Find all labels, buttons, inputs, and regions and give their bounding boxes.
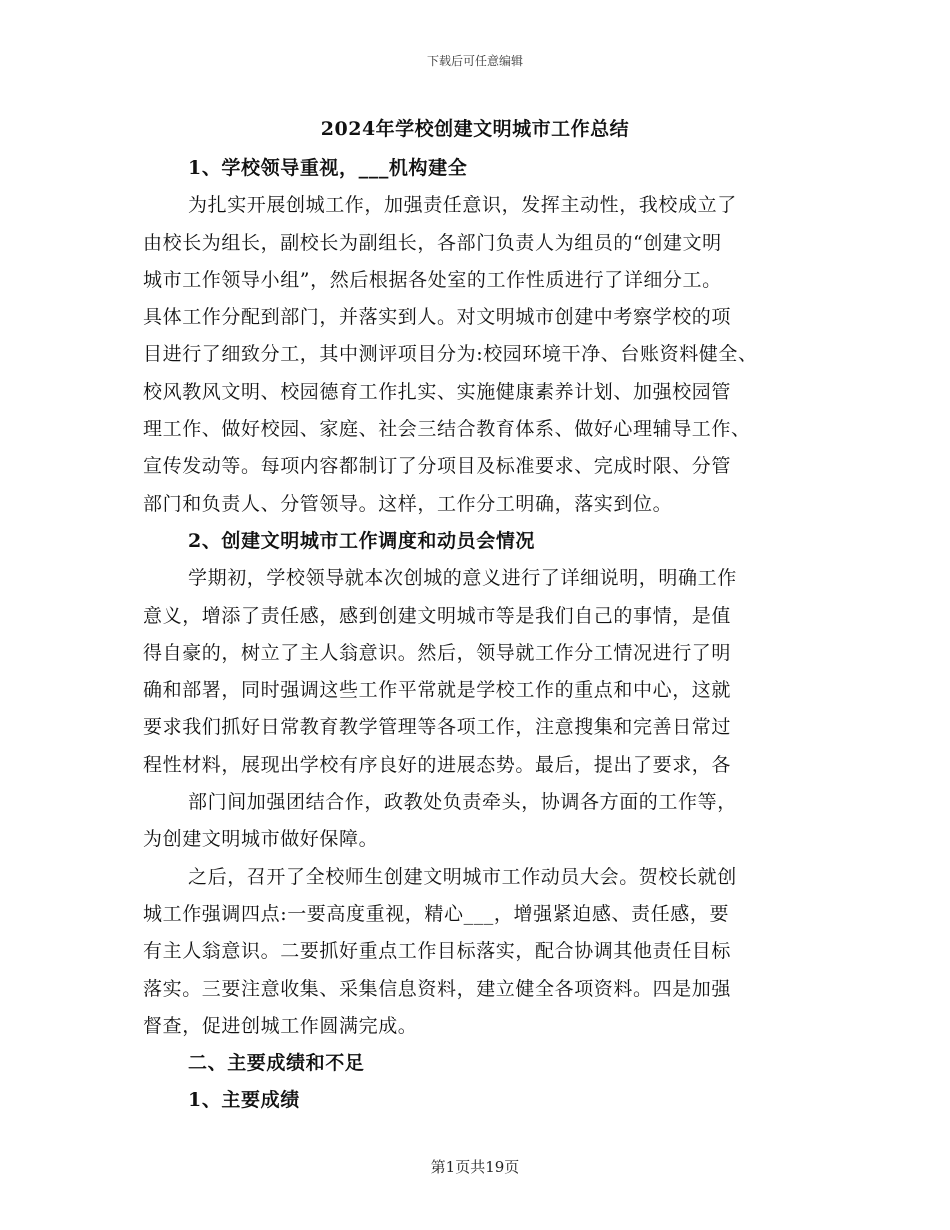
body-line: 由校长为组长，副校长为副组长，各部门负责人为组员的“创建文明 — [143, 231, 722, 254]
body-line: 落实。三要注意收集、采集信息资料，建立健全各项资料。四是加强 — [143, 977, 732, 1000]
body-line: 确和部署，同时强调这些工作平常就是学校工作的重点和中心，这就 — [143, 679, 732, 702]
body-line: 为创建文明城市做好保障。 — [143, 828, 379, 851]
body-line: 城市工作领导小组”，然后根据各处室的工作性质进行了详细分工。 — [143, 268, 722, 291]
body-line: 之后，召开了全校师生创建文明城市工作动员大会。贺校长就创 — [188, 865, 737, 888]
section-heading: 1、学校领导重视，___机构建全 — [188, 157, 468, 179]
body-line: 目进行了细致分工，其中测评项目分为:校园环境干净、台账资料健全、 — [143, 343, 758, 366]
body-line: 要求我们抓好日常教育教学管理等各项工作，注意搜集和完善日常过 — [143, 716, 732, 739]
body-line: 城工作强调四点:一要高度重视，精心___，增强紧迫感、责任感，要 — [143, 902, 730, 925]
document-title: 2024年学校创建文明城市工作总结 — [320, 118, 630, 140]
body-line: 校风教风文明、校园德育工作扎实、实施健康素养计划、加强校园管 — [143, 380, 732, 403]
section-heading: 1、主要成绩 — [188, 1089, 300, 1112]
body-line: 程性材料，展现出学校有序良好的进展态势。最后，提出了要求，各 — [143, 753, 732, 776]
body-line: 理工作、做好校园、家庭、社会三结合教育体系、做好心理辅导工作、 — [143, 418, 751, 441]
body-line: 督查，促进创城工作圆满完成。 — [143, 1014, 418, 1037]
body-line: 为扎实开展创城工作，加强责任意识，发挥主动性，我校成立了 — [188, 194, 737, 217]
body-line: 具体工作分配到部门，并落实到人。对文明城市创建中考察学校的项 — [143, 306, 732, 329]
section-heading: 二、主要成绩和不足 — [188, 1052, 365, 1075]
body-line: 有主人翁意识。二要抓好重点工作目标落实，配合协调其他责任目标 — [143, 940, 732, 963]
page-footer: 第1页共19页 — [430, 1158, 520, 1176]
body-line: 得自豪的，树立了主人翁意识。然后，领导就工作分工情况进行了明 — [143, 641, 732, 664]
body-line: 学期初，学校领导就本次创城的意义进行了详细说明，明确工作 — [188, 567, 737, 590]
body-line: 部门间加强团结合作，政教处负责牵头，协调各方面的工作等， — [188, 791, 737, 814]
document-body — [143, 150, 823, 1120]
body-line: 意义，增添了责任感，感到创建文明城市等是我们自己的事情，是值 — [143, 604, 732, 627]
header-note: 下载后可任意编辑 — [426, 54, 523, 68]
body-line: 宣传发动等。每项内容都制订了分项目及标准要求、完成时限、分管 — [143, 455, 732, 478]
section-heading: 2、创建文明城市工作调度和动员会情况 — [188, 529, 536, 552]
body-line: 部门和负责人、分管领导。这样，工作分工明确，落实到位。 — [143, 492, 673, 515]
